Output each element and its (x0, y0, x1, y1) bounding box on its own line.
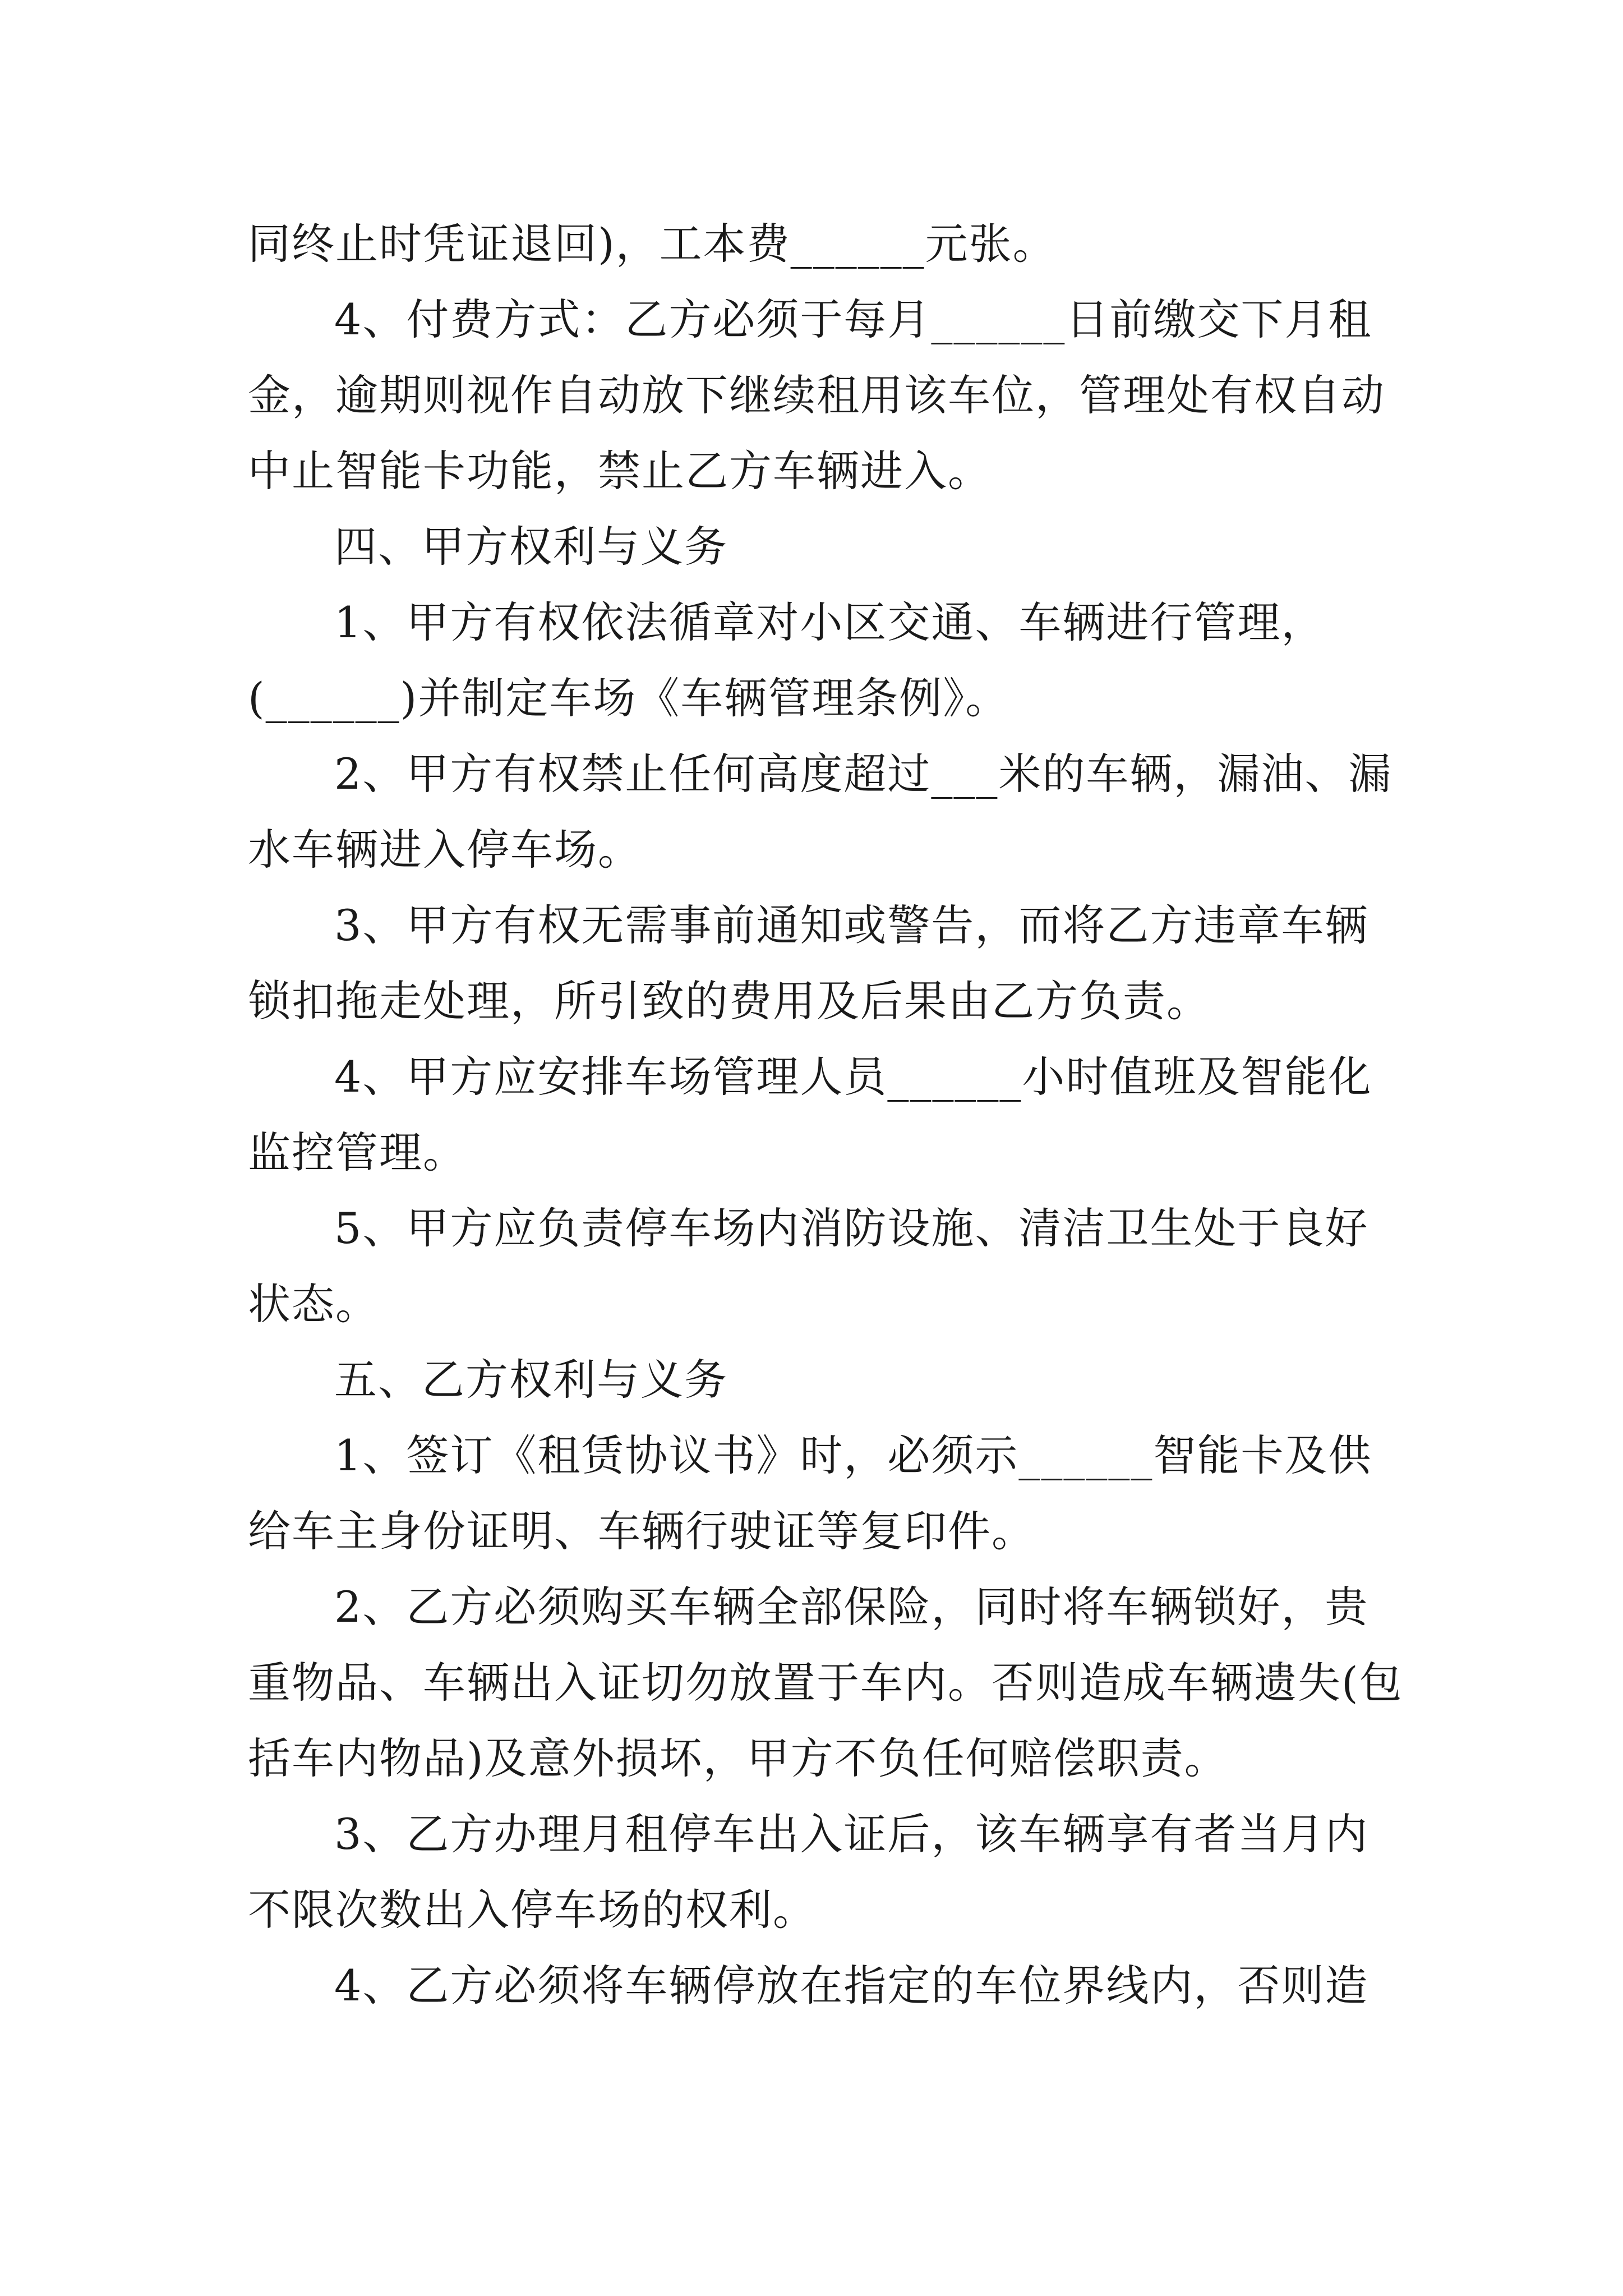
text-line: 金，逾期则视作自动放下继续租用该车位，管理处有权自动 (248, 370, 1385, 420)
text-line: 中止智能卡功能，禁止乙方车辆进入。 (248, 446, 992, 496)
text-line: 锁扣拖走处理，所引致的费用及后果由乙方负责。 (248, 976, 1210, 1026)
text-line: (______)并制定车场《车辆管理条例》。 (248, 673, 1009, 723)
section-heading: 四、甲方权利与义务 (334, 522, 728, 572)
text-line: 给车主身份证明、车辆行驶证等复印件。 (248, 1506, 1035, 1556)
text-line: 4、付费方式：乙方必须于每月______日前缴交下月租 (334, 295, 1372, 344)
text-line: 2、甲方有权禁止任何高度超过___米的车辆，漏油、漏 (334, 749, 1393, 799)
text-line: 1、甲方有权依法循章对小区交通、车辆进行管理， (334, 597, 1325, 647)
text-line: 重物品、车辆出入证切勿放置于车内。否则造成车辆遗失(包 (248, 1658, 1403, 1708)
text-line: 1、签订《租赁协议书》时，必须示______智能卡及供 (334, 1430, 1372, 1480)
text-line: 2、乙方必须购买车辆全部保险，同时将车辆锁好，贵 (334, 1582, 1369, 1632)
text-line: 3、乙方办理月租停车出入证后，该车辆享有者当月内 (334, 1809, 1369, 1859)
text-line: 状态。 (248, 1279, 379, 1329)
text-line: 不限次数出入停车场的权利。 (248, 1885, 817, 1935)
text-line: 水车辆进入停车场。 (248, 825, 642, 875)
text-line: 同终止时凭证退回)，工本费______元张。 (248, 219, 1057, 269)
text-line: 4、乙方必须将车辆停放在指定的车位界线内，否则造 (334, 1961, 1369, 2010)
section-heading: 五、乙方权利与义务 (334, 1355, 728, 1405)
text-line: 监控管理。 (248, 1128, 467, 1177)
text-line: 括车内物品)及意外损坏，甲方不负任何赔偿职责。 (248, 1733, 1228, 1783)
text-line: 5、甲方应负责停车场内消防设施、清洁卫生处于良好 (334, 1203, 1369, 1253)
text-line: 3、甲方有权无需事前通知或警告，而将乙方违章车辆 (334, 900, 1369, 950)
text-line: 4、甲方应安排车场管理人员______小时值班及智能化 (334, 1052, 1372, 1102)
